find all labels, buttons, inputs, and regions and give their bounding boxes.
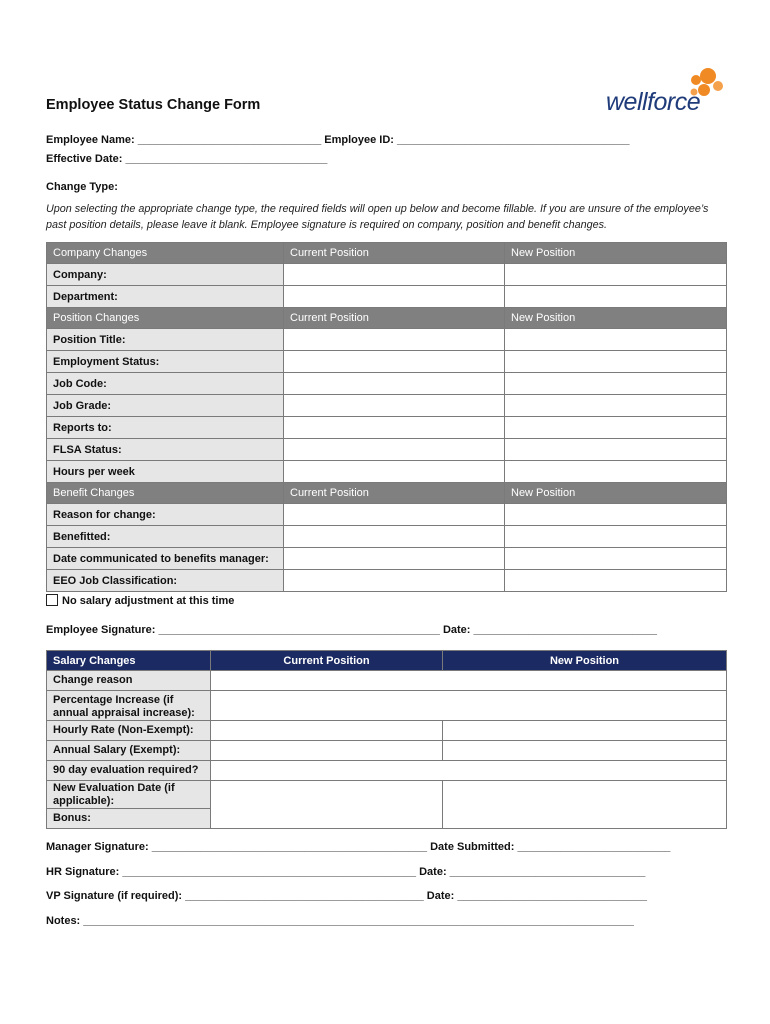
current-field[interactable] bbox=[284, 526, 505, 548]
current-field[interactable] bbox=[284, 461, 505, 483]
row-label: Reports to: bbox=[47, 417, 284, 439]
table-row bbox=[47, 286, 727, 308]
no-salary-label: No salary adjustment at this time bbox=[62, 595, 235, 607]
logo-wordmark: wellforce bbox=[606, 88, 701, 116]
table-row bbox=[47, 329, 727, 351]
new-field[interactable] bbox=[505, 461, 727, 483]
row-label: Company: bbox=[47, 264, 284, 286]
row-label: Hours per week bbox=[47, 461, 284, 483]
manager-signature-line[interactable]: Manager Signature: _____________________________________________ Date Submitted: _________________________ bbox=[46, 841, 671, 853]
percentage-increase-field[interactable] bbox=[211, 691, 727, 721]
table-row bbox=[47, 691, 727, 721]
current-position-header: Current Position bbox=[211, 651, 443, 671]
instructions-text: Upon selecting the appropriate change type, the required fields will open up below and become fillable. If you are unsure of the employee’s past position details, please leave it blank. Employee signature is required on company, position and benefit changes. bbox=[46, 203, 709, 231]
current-hourly-rate-field[interactable] bbox=[211, 721, 443, 741]
row-label: Date communicated to benefits manager: bbox=[47, 548, 284, 570]
row-label: Percentage Increase (if annual appraisal increase): bbox=[47, 691, 211, 721]
new-field[interactable] bbox=[505, 439, 727, 461]
new-field[interactable] bbox=[505, 570, 727, 592]
row-label: EEO Job Classification: bbox=[47, 570, 284, 592]
vp-signature-line[interactable]: VP Signature (if required): _______________________________________ Date: _______________________________ bbox=[46, 890, 648, 902]
table-row bbox=[47, 395, 727, 417]
row-label: 90 day evaluation required? bbox=[47, 761, 211, 781]
new-position-header: New Position bbox=[443, 651, 727, 671]
current-annual-salary-field[interactable] bbox=[211, 741, 443, 761]
new-field[interactable] bbox=[505, 329, 727, 351]
change-table bbox=[46, 242, 727, 592]
current-field[interactable] bbox=[284, 351, 505, 373]
row-label: Position Title: bbox=[47, 329, 284, 351]
current-field[interactable] bbox=[284, 373, 505, 395]
page-title: Employee Status Change Form bbox=[46, 97, 261, 113]
salary-table bbox=[46, 650, 727, 829]
current-position-header: Current Position bbox=[284, 308, 505, 329]
current-field[interactable] bbox=[284, 548, 505, 570]
current-position-header: Current Position bbox=[284, 483, 505, 504]
hr-signature-line[interactable]: HR Signature: ________________________________________________ Date: ________________________________ bbox=[46, 866, 646, 878]
new-evaluation-bonus-field[interactable] bbox=[443, 781, 727, 829]
wellforce-logo bbox=[604, 66, 728, 122]
new-position-header: New Position bbox=[505, 483, 727, 504]
row-label: Employment Status: bbox=[47, 351, 284, 373]
current-evaluation-bonus-field[interactable] bbox=[211, 781, 443, 829]
new-field[interactable] bbox=[505, 351, 727, 373]
table-row bbox=[47, 351, 727, 373]
new-field[interactable] bbox=[505, 373, 727, 395]
new-department-field[interactable] bbox=[505, 286, 727, 308]
current-field[interactable] bbox=[284, 417, 505, 439]
table-row bbox=[47, 741, 727, 761]
new-company-field[interactable] bbox=[505, 264, 727, 286]
company-changes-title: Company Changes bbox=[47, 243, 284, 264]
new-field[interactable] bbox=[505, 504, 727, 526]
company-changes-header bbox=[47, 243, 727, 264]
employee-signature-line[interactable]: Employee Signature: ______________________________________________ Date: ______________________________ bbox=[46, 624, 658, 636]
table-row bbox=[47, 570, 727, 592]
table-row bbox=[47, 439, 727, 461]
table-row bbox=[47, 373, 727, 395]
new-field[interactable] bbox=[505, 526, 727, 548]
salary-changes-title: Salary Changes bbox=[47, 651, 211, 671]
benefit-changes-title: Benefit Changes bbox=[47, 483, 284, 504]
table-row bbox=[47, 721, 727, 741]
new-field[interactable] bbox=[505, 417, 727, 439]
new-field[interactable] bbox=[505, 395, 727, 417]
evaluation-required-field[interactable] bbox=[211, 761, 727, 781]
change-reason-field[interactable] bbox=[211, 671, 727, 691]
notes-line[interactable]: Notes: __________________________________________________________________________________________ bbox=[46, 915, 634, 927]
new-hourly-rate-field[interactable] bbox=[443, 721, 727, 741]
table-row bbox=[47, 548, 727, 570]
no-salary-adjustment-option[interactable] bbox=[46, 594, 234, 607]
table-row bbox=[47, 671, 727, 691]
current-field[interactable] bbox=[284, 570, 505, 592]
new-position-header: New Position bbox=[505, 308, 727, 329]
row-label: Hourly Rate (Non-Exempt): bbox=[47, 721, 211, 741]
row-label: Job Grade: bbox=[47, 395, 284, 417]
row-label: Change reason bbox=[47, 671, 211, 691]
position-changes-title: Position Changes bbox=[47, 308, 284, 329]
row-label: Reason for change: bbox=[47, 504, 284, 526]
row-label: Benefitted: bbox=[47, 526, 284, 548]
current-company-field[interactable] bbox=[284, 264, 505, 286]
table-row bbox=[47, 504, 727, 526]
row-label: Bonus: bbox=[47, 809, 211, 829]
row-label: Department: bbox=[47, 286, 284, 308]
current-field[interactable] bbox=[284, 504, 505, 526]
row-label: New Evaluation Date (if applicable): bbox=[47, 781, 211, 809]
table-row bbox=[47, 526, 727, 548]
current-department-field[interactable] bbox=[284, 286, 505, 308]
table-row bbox=[47, 461, 727, 483]
current-field[interactable] bbox=[284, 395, 505, 417]
effective-date-line[interactable]: Effective Date: _________________________________ bbox=[46, 153, 328, 165]
row-label: Annual Salary (Exempt): bbox=[47, 741, 211, 761]
table-row bbox=[47, 761, 727, 781]
table-row bbox=[47, 264, 727, 286]
new-field[interactable] bbox=[505, 548, 727, 570]
row-label: FLSA Status: bbox=[47, 439, 284, 461]
current-field[interactable] bbox=[284, 329, 505, 351]
new-position-header: New Position bbox=[505, 243, 727, 264]
salary-changes-header bbox=[47, 651, 727, 671]
employee-name-id-line[interactable]: Employee Name: ______________________________ Employee ID: ______________________________________ bbox=[46, 134, 630, 146]
change-type-label: Change Type: bbox=[46, 181, 118, 193]
table-row bbox=[47, 781, 727, 809]
row-label: Job Code: bbox=[47, 373, 284, 395]
table-row bbox=[47, 417, 727, 439]
checkbox-icon[interactable] bbox=[46, 594, 58, 606]
new-annual-salary-field[interactable] bbox=[443, 741, 727, 761]
current-field[interactable] bbox=[284, 439, 505, 461]
current-position-header: Current Position bbox=[284, 243, 505, 264]
benefit-changes-header bbox=[47, 483, 727, 504]
position-changes-header bbox=[47, 308, 727, 329]
